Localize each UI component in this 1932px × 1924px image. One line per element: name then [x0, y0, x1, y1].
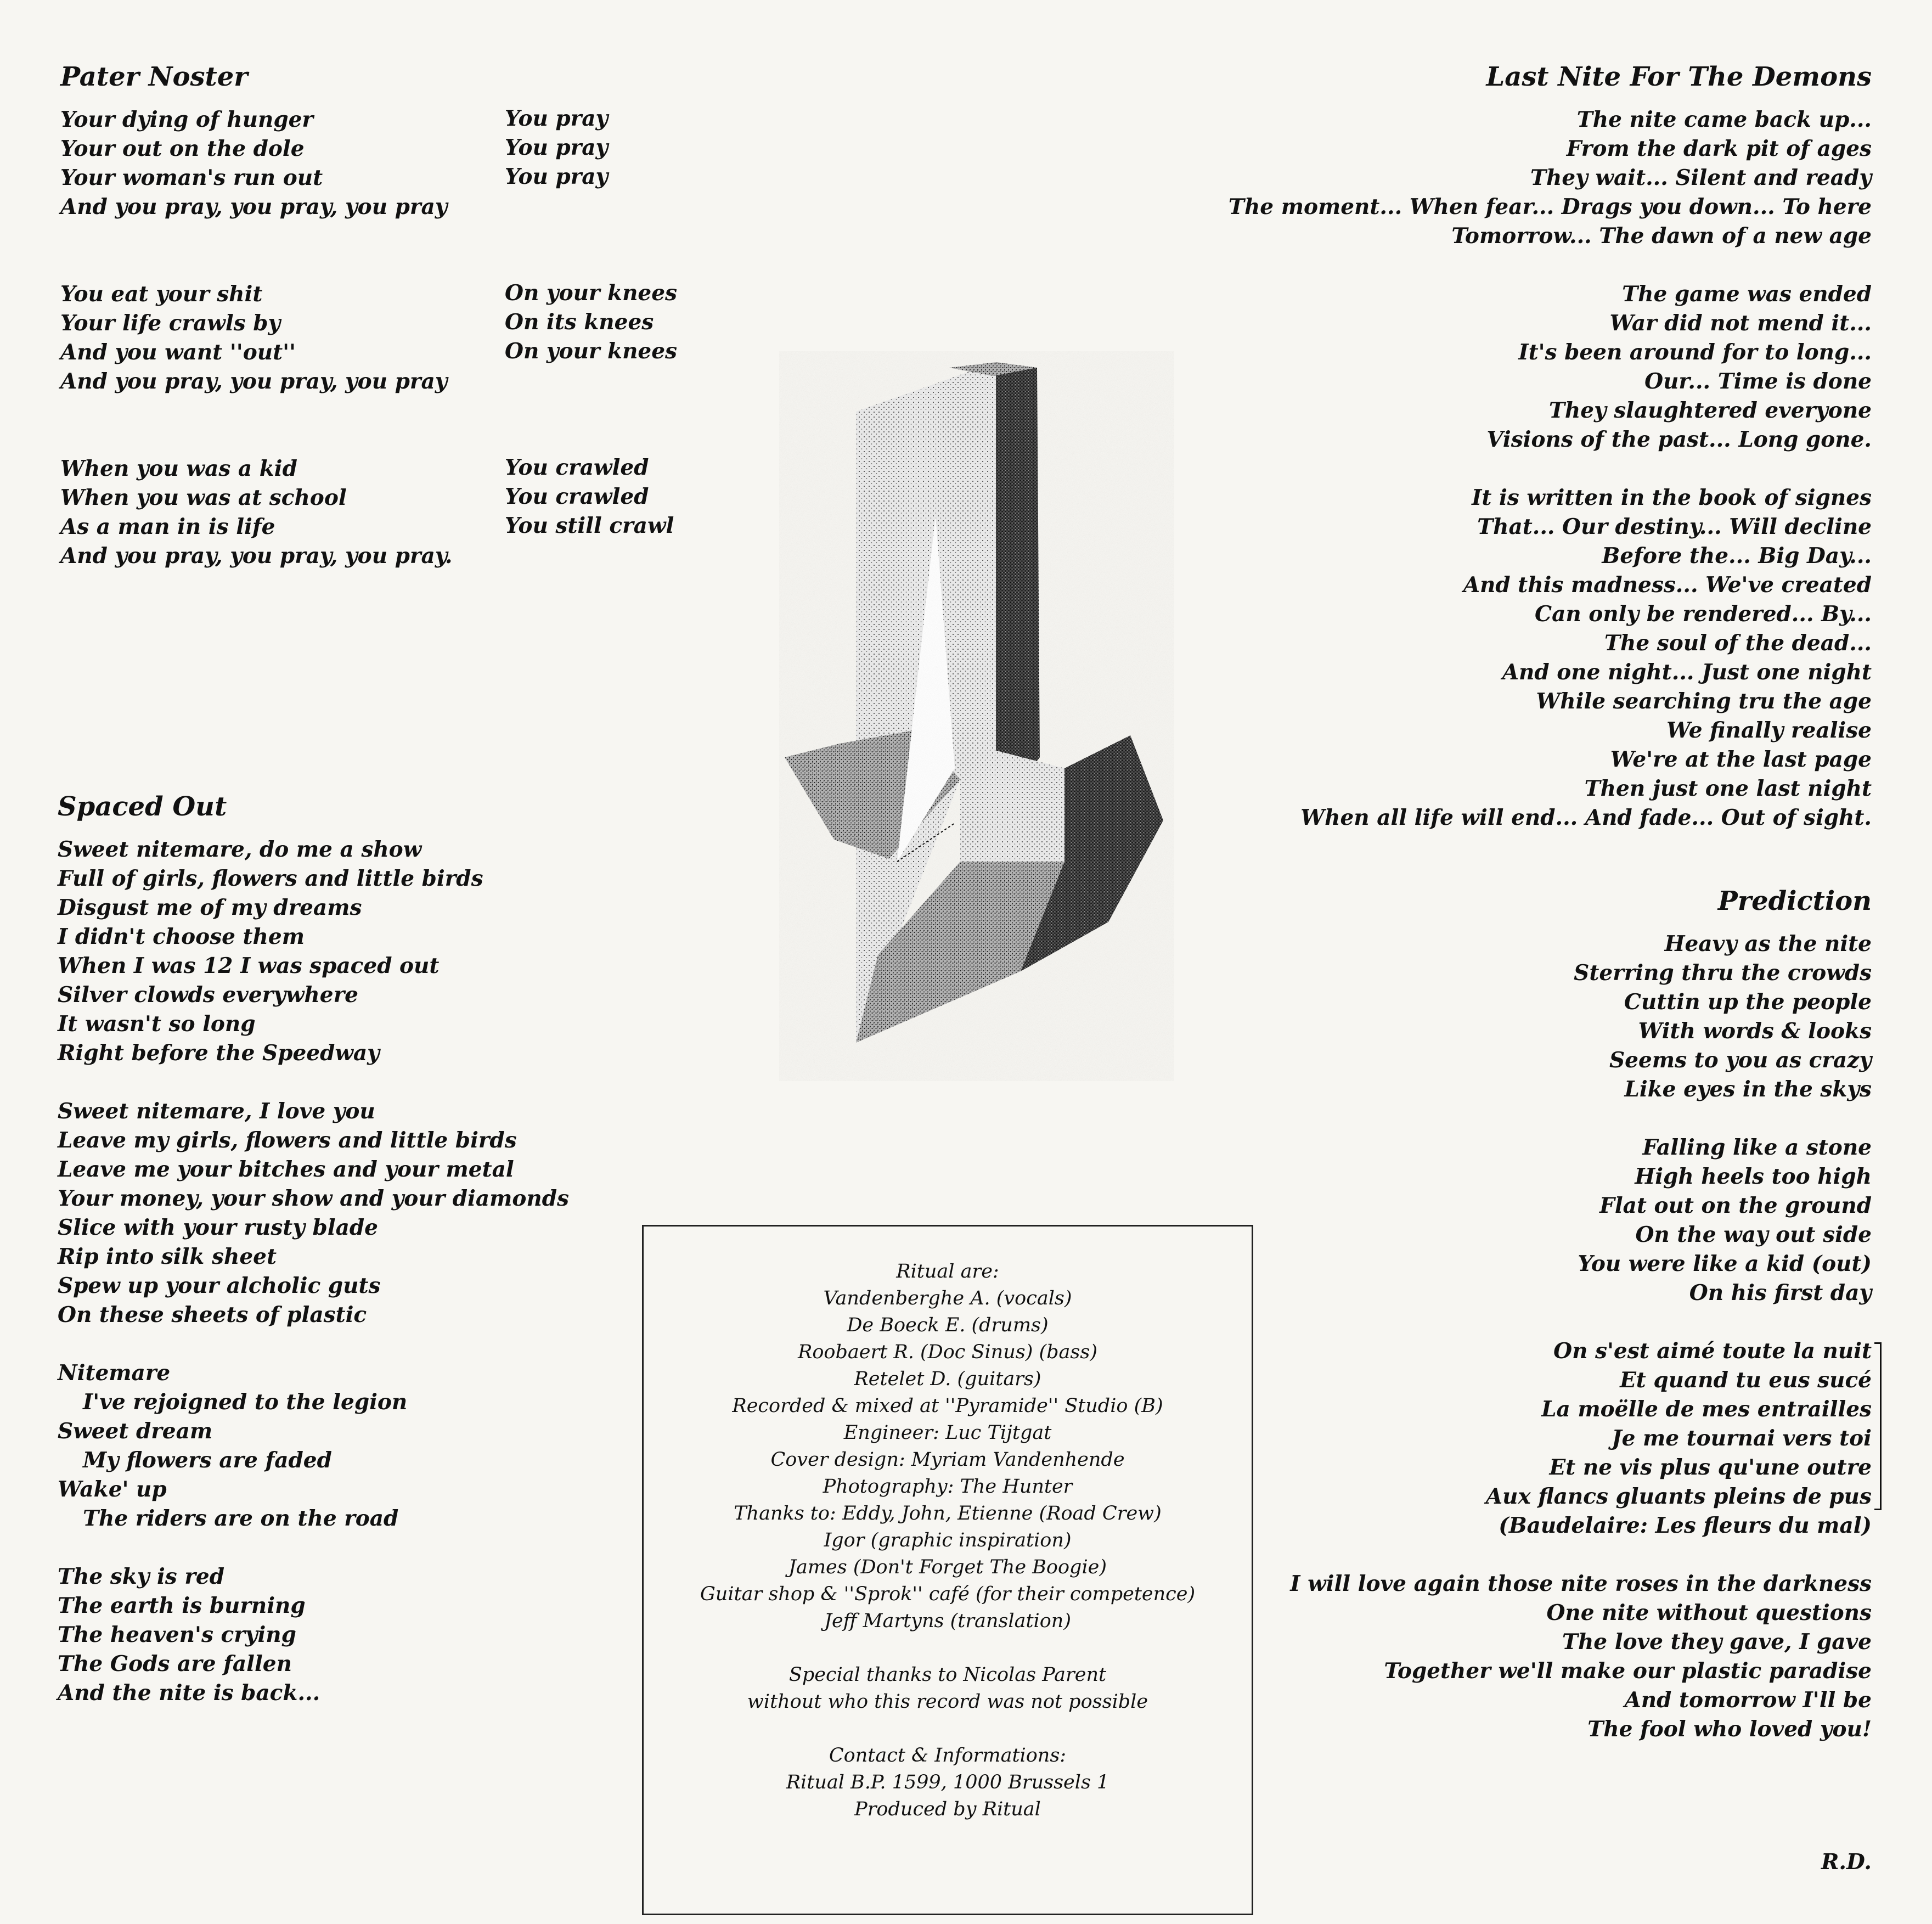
- last-nite-title: Last Nite For The Demons: [1486, 61, 1872, 92]
- stanza-break: [58, 1533, 569, 1562]
- lyric-line: With words & looks: [1638, 1019, 1872, 1044]
- lyric-line: Flat out on the ground: [1599, 1193, 1872, 1218]
- lyric-line: Slice with your rusty blade: [58, 1215, 378, 1240]
- lyric-line: Wake' up: [58, 1477, 167, 1502]
- lyric-line: Your dying of hunger: [60, 107, 313, 132]
- lyric-line: And tomorrow I'll be: [1624, 1687, 1872, 1713]
- lyric-line: Your out on the dole: [60, 136, 305, 161]
- lyric-line: Visions of the past... Long gone.: [1486, 427, 1872, 452]
- response-stanza: [505, 453, 677, 541]
- lyric-line: And the nite is back...: [58, 1680, 320, 1706]
- lyric-line: It's been around for to long...: [1518, 340, 1872, 365]
- credit-line: De Boeck E. (drums): [847, 1314, 1049, 1336]
- credit-line: Photography: The Hunter: [823, 1476, 1073, 1498]
- lyric-line: Cuttin up the people: [1624, 989, 1872, 1015]
- quote-bracket: [1874, 1342, 1882, 1510]
- lyric-line: The sky is red: [58, 1564, 224, 1589]
- stanza-break: [58, 1330, 569, 1359]
- lyric-line: On the way out side: [1635, 1222, 1872, 1247]
- credit-line: Cover design: Myriam Vandenhende: [770, 1449, 1125, 1471]
- credit-line: Thanks to: Eddy, John, Etienne (Road Crew): [734, 1503, 1162, 1524]
- lyric-line: Before the... Big Day...: [1602, 543, 1872, 569]
- lyric-line: Silver clowds everywhere: [58, 982, 358, 1008]
- lyric-line: And you want ''out'': [60, 340, 296, 365]
- french-lyric-line: Je me tournai vers toi: [1612, 1426, 1872, 1451]
- response-line: You pray: [505, 106, 609, 131]
- lyric-line: Heavy as the nite: [1664, 931, 1872, 957]
- lyric-line: Disgust me of my dreams: [58, 895, 362, 920]
- credit-line: James (Don't Forget The Boogie): [788, 1556, 1107, 1578]
- french-lyric-line: Et quand tu eus sucé: [1620, 1368, 1872, 1393]
- response-line: You crawled: [505, 484, 649, 509]
- lyric-line: Can only be rendered... By...: [1535, 601, 1872, 627]
- lyric-line: While searching tru the age: [1536, 689, 1872, 714]
- lyric-line: The game was ended: [1622, 282, 1872, 307]
- credit-line: Ritual B.P. 1599, 1000 Brussels 1: [786, 1771, 1109, 1793]
- pater-noster-responses: [505, 104, 677, 541]
- lyric-line: You eat your shit: [60, 282, 263, 307]
- inverted-cross-icon: [779, 351, 1174, 1081]
- lyric-line: Your money, your show and your diamonds: [58, 1186, 569, 1211]
- stanza-break: [60, 251, 452, 280]
- last-nite-section: [1103, 60, 1872, 832]
- credit-line: Retelet D. (guitars): [854, 1368, 1041, 1390]
- lyric-line: The soul of the dead...: [1604, 631, 1872, 656]
- credit-line: Roobaert R. (Doc Sinus) (bass): [797, 1341, 1098, 1363]
- lyric-line: They slaughtered everyone: [1548, 398, 1872, 423]
- lyric-line: And this madness... We've created: [1463, 572, 1872, 598]
- lyric-line: The moment... When fear... Drags you down... To here: [1228, 194, 1872, 220]
- lyric-line: I will love again those nite roses in the darkness: [1290, 1571, 1872, 1596]
- signature-initials: R.D.: [1821, 1849, 1872, 1875]
- credit-line: without who this record was not possible: [747, 1691, 1148, 1713]
- lyric-line: Your woman's run out: [60, 165, 323, 190]
- credit-line: Ritual are:: [896, 1261, 999, 1282]
- lyric-line: Your life crawls by: [60, 311, 281, 336]
- lyric-line: When you was at school: [60, 485, 347, 510]
- lyric-line: High heels too high: [1635, 1164, 1872, 1189]
- lyric-line: It wasn't so long: [58, 1011, 256, 1037]
- prediction-title: Prediction: [1717, 886, 1872, 916]
- pater-noster-lyrics: [60, 105, 452, 571]
- lyric-line: Sweet dream: [58, 1419, 213, 1444]
- lyric-line: And one night... Just one night: [1502, 660, 1872, 685]
- french-lyric-line: Aux flancs gluants pleins de pus: [1485, 1484, 1872, 1509]
- response-line: On your knees: [505, 280, 678, 306]
- lyric-line: Then just one last night: [1584, 776, 1872, 801]
- lyric-line: Nitemare: [58, 1360, 171, 1386]
- lyric-line: From the dark pit of ages: [1566, 136, 1872, 161]
- lyric-line: The riders are on the road: [83, 1506, 399, 1531]
- french-lyric-line: Et ne vis plus qu'une outre: [1549, 1455, 1872, 1480]
- lyric-line: War did not mend it...: [1609, 311, 1872, 336]
- lyric-line: I've rejoigned to the legion: [83, 1389, 408, 1415]
- credit-line: Contact & Informations:: [829, 1745, 1067, 1767]
- stanza-break: [60, 425, 452, 454]
- lyric-line: Spew up your alcholic guts: [58, 1273, 381, 1298]
- lyric-line: Falling like a stone: [1642, 1135, 1872, 1160]
- french-lyric-line: La moëlle de mes entrailles: [1541, 1397, 1872, 1422]
- spaced-out-title: Spaced Out: [58, 791, 227, 822]
- stanza-break: [644, 1715, 1252, 1742]
- lyric-line: When I was 12 I was spaced out: [58, 953, 440, 978]
- lyric-line: Together we'll make our plastic paradise: [1384, 1658, 1872, 1684]
- lyric-line: They wait... Silent and ready: [1530, 165, 1872, 190]
- lyric-line: Seems to you as crazy: [1609, 1048, 1872, 1073]
- lyric-line: We're at the last page: [1610, 747, 1872, 772]
- stanza-break: [60, 396, 452, 425]
- credit-line: Produced by Ritual: [854, 1798, 1041, 1820]
- lyric-line: When all life will end... And fade... Out of sight.: [1300, 805, 1872, 830]
- lyric-line: Sterring thru the crowds: [1574, 960, 1872, 986]
- lyric-line: (Baudelaire: Les fleurs du mal): [1499, 1513, 1872, 1538]
- lyric-line: As a man in is life: [60, 514, 275, 539]
- lyric-line: The Gods are fallen: [58, 1651, 292, 1677]
- pater-noster-section: [60, 60, 452, 571]
- stanza-break: [1103, 454, 1872, 483]
- lyric-line: I didn't choose them: [58, 924, 305, 949]
- pater-noster-title: Pater Noster: [60, 61, 248, 92]
- lyric-line: On his first day: [1689, 1280, 1872, 1306]
- stanza-break: [1103, 251, 1872, 280]
- lyric-line: The heaven's crying: [58, 1622, 296, 1647]
- lyric-line: You were like a kid (out): [1578, 1251, 1872, 1276]
- lyric-line: Leave my girls, flowers and little birds: [58, 1128, 517, 1153]
- credits-lines: [644, 1258, 1252, 1823]
- response-stanza: [505, 104, 677, 192]
- credits-box: [642, 1225, 1253, 1915]
- credit-line: Vandenberghe A. (vocals): [823, 1287, 1072, 1309]
- lyric-line: Our... Time is done: [1644, 369, 1872, 394]
- lyric-line: Leave me your bitches and your metal: [58, 1157, 514, 1182]
- lyric-line: It is written in the book of signes: [1472, 485, 1872, 510]
- lyric-line: On these sheets of plastic: [58, 1302, 367, 1327]
- lyric-line: Like eyes in the skys: [1624, 1077, 1872, 1102]
- credit-line: Engineer: Luc Tijtgat: [843, 1422, 1052, 1444]
- lyric-line: And you pray, you pray, you pray: [60, 369, 448, 394]
- lyric-line: Rip into silk sheet: [58, 1244, 277, 1269]
- lyric-line: My flowers are faded: [83, 1448, 332, 1473]
- lyric-line: We finally realise: [1666, 718, 1872, 743]
- lyric-line: When you was a kid: [60, 456, 297, 481]
- lyric-line: One nite without questions: [1546, 1600, 1872, 1625]
- response-line: You still crawl: [505, 513, 674, 538]
- stanza-break: [60, 222, 452, 251]
- lyric-line: The nite came back up...: [1576, 107, 1872, 132]
- lyric-line: The earth is burning: [58, 1593, 306, 1618]
- lyric-line: Sweet nitemare, I love you: [58, 1099, 375, 1124]
- stanza-break: [644, 1635, 1252, 1662]
- response-line: You pray: [505, 135, 609, 160]
- stanza-break: [1103, 1104, 1872, 1133]
- cross-grain: [779, 351, 1174, 1081]
- spaced-out-lyrics: [58, 835, 569, 1708]
- lyric-line: And you pray, you pray, you pray.: [60, 543, 453, 569]
- credit-line: Recorded & mixed at ''Pyramide'' Studio (B): [732, 1395, 1163, 1417]
- lyric-line: The fool who loved you!: [1587, 1717, 1872, 1742]
- lyric-line: Tomorrow... The dawn of a new age: [1451, 223, 1872, 249]
- credit-line: Igor (graphic inspiration): [824, 1529, 1072, 1551]
- lyric-line: The love they gave, I gave: [1562, 1629, 1872, 1655]
- french-lyric-line: On s'est aimé toute la nuit: [1553, 1338, 1872, 1364]
- lyric-line: And you pray, you pray, you pray: [60, 194, 448, 220]
- response-line: On its knees: [505, 310, 654, 335]
- credit-line: Jeff Martyns (translation): [824, 1610, 1071, 1632]
- credit-line: Guitar shop & ''Sprok'' café (for their competence): [700, 1583, 1196, 1605]
- credit-line: Special thanks to Nicolas Parent: [788, 1664, 1107, 1686]
- last-nite-lyrics: [1103, 105, 1872, 832]
- stanza-break: [58, 1068, 569, 1097]
- response-line: You pray: [505, 164, 609, 189]
- lyric-line: Sweet nitemare, do me a show: [58, 837, 422, 862]
- lyric-line: Full of girls, flowers and little birds: [58, 866, 483, 891]
- lyric-line: Right before the Speedway: [58, 1040, 380, 1066]
- response-line: On your knees: [505, 339, 678, 364]
- lyric-line: That... Our destiny... Will decline: [1477, 514, 1872, 539]
- response-stanza: [505, 279, 677, 366]
- response-line: You crawled: [505, 455, 649, 480]
- spaced-out-section: [58, 790, 569, 1708]
